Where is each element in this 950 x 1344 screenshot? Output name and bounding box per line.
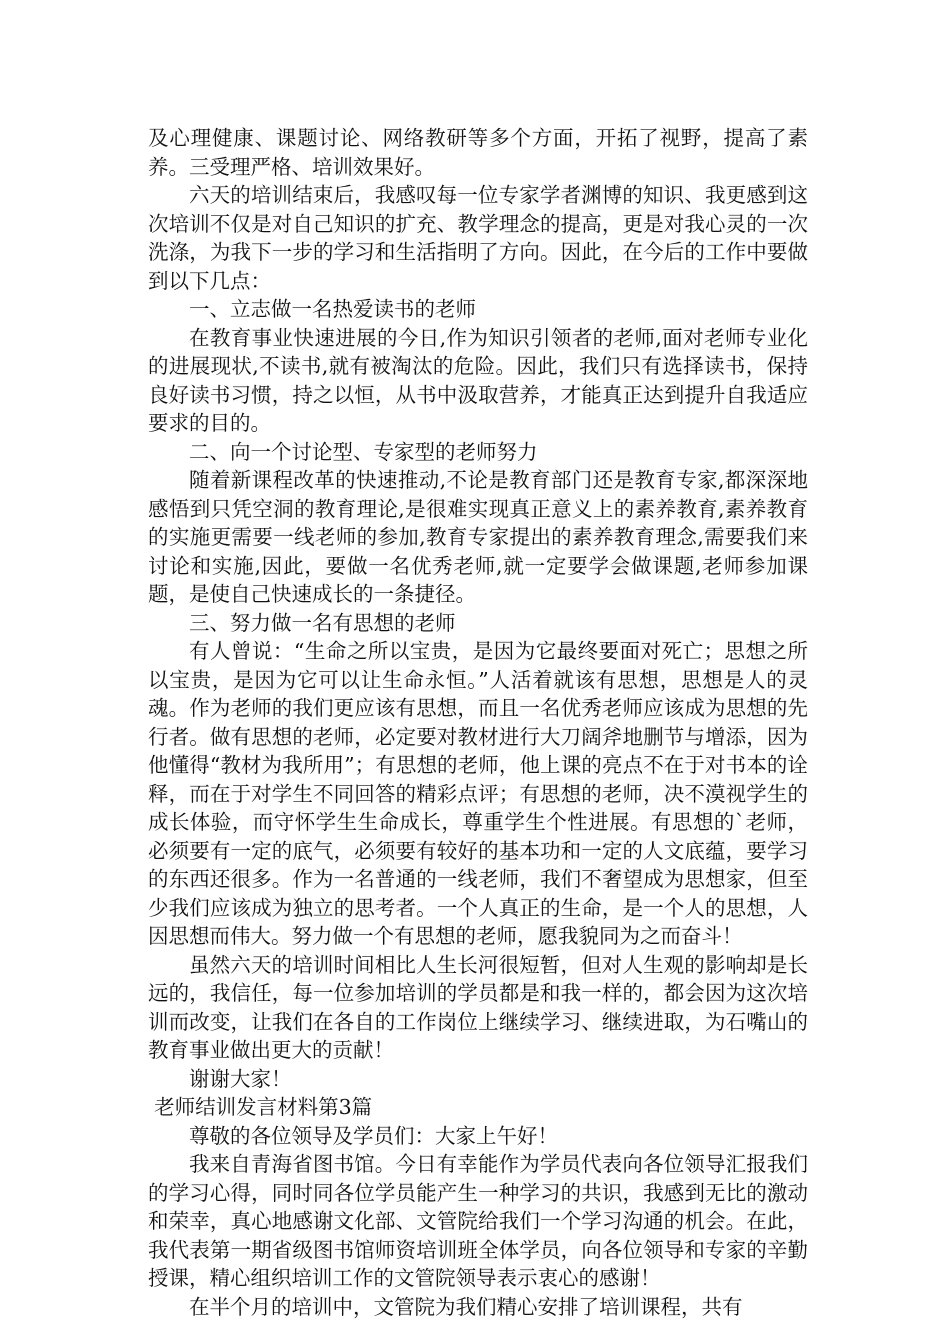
paragraph-continuation: 及心理健康、课题讨论、网络教研等多个方面，开拓了视野，提高了素养。三受理严格、培训效果好。 — [148, 126, 808, 179]
paragraph: 虽然六天的培训时间相比人生长河很短暂，但对人生观的影响却是长远的，我信任，每一位参加培训的学员都是和我一样的，都会因为这次培训而改变，让我们在各自的工作岗位上继续学习、继续进取，为石嘴山的教育事业做出更大的贡献！ — [148, 952, 808, 1062]
paragraph: 六天的培训结束后，我感叹每一位专家学者渊博的知识、我更感到这次培训不仅是对自己知识的扩充、教学理念的提高，更是对我心灵的一次洗涤，为我下一步的学习和生活指明了方向。因此，在今后的工作中要做到以下几点： — [148, 183, 808, 293]
salutation: 尊敬的各位领导及学员们：大家上午好！ — [189, 1123, 558, 1148]
paragraph: 我来自青海省图书馆。今日有幸能作为学员代表向各位领导汇报我们的学习心得，同时同各位学员能产生一种学习的共识，我感到无比的激动和荣幸，真心地感谢文化部、文管院给我们一个学习沟通的机会。在此，我代表第一期省级图书馆师资培训班全体学员，向各位领导和专家的辛勤授课，精心组织培训工作的文管院领导表示衷心的感谢！ — [148, 1152, 808, 1290]
heading-one: 一、立志做一名热爱读书的老师 — [189, 297, 476, 321]
document-body — [148, 124, 808, 1321]
heading-two: 二、向一个讨论型、专家型的老师努力 — [189, 439, 538, 464]
paragraph: 在教育事业快速进展的今日,作为知识引领者的老师,面对老师专业化的进展现状,不读书,就有被淘汰的危险。因此，我们只有选择读书，保持良好读书习惯，持之以恒，从书中汲取营养，才能真正达到提升自我适应要求的目的。 — [148, 325, 808, 435]
heading-three: 三、努力做一名有思想的老师 — [189, 610, 456, 635]
paragraph: 有人曾说：“生命之所以宝贵，是因为它最终要面对死亡；思想之所以宝贵，是因为它可以让生命永恒。”人活着就该有思想，思想是人的灵魂。作为老师的我们更应该有思想，而且一名优秀老师应该成为思想的先行者。做有思想的老师，必定要对教材进行大刀阔斧地删节与增添，因为他懂得“教材为我所用”；有思想的老师，他上课的亮点不在于对书本的诠释，而在于对学生不同回答的精彩点评；有思想的老师，决不漠视学生的成长体验，而守怀学生生命成长，尊重学生个性进展。有思想的`老师，必须要有一定的底气，必须要有较好的基本功和一定的人文底蕴，要学习的东西还很多。作为一名普通的一线老师，我们不奢望成为思想家，但至少我们应该成为独立的思考者。一个人真正的生命，是一个人的思想，人因思想而伟大。努力做一个有思想的老师，愿我貌同为之而奋斗！ — [148, 639, 808, 948]
paragraph: 在半个月的培训中，文管院为我们精心安排了培训课程，共有 — [189, 1294, 743, 1319]
section-title: 老师结训发言材料第3篇 — [154, 1095, 373, 1119]
paragraph: 随着新课程改革的快速推动,不论是教育部门还是教育专家,都深深地感悟到只凭空洞的教育理论,是很难实现真正意义上的素养教育,素养教育的实施更需要一线老师的参加,教育专家提出的素养教育理念,需要我们来讨论和实施,因此，要做一名优秀老师,就一定要学会做课题,老师参加课题，是使自己快速成长的一条捷径。 — [148, 468, 808, 606]
closing-thanks: 谢谢大家！ — [189, 1066, 292, 1091]
